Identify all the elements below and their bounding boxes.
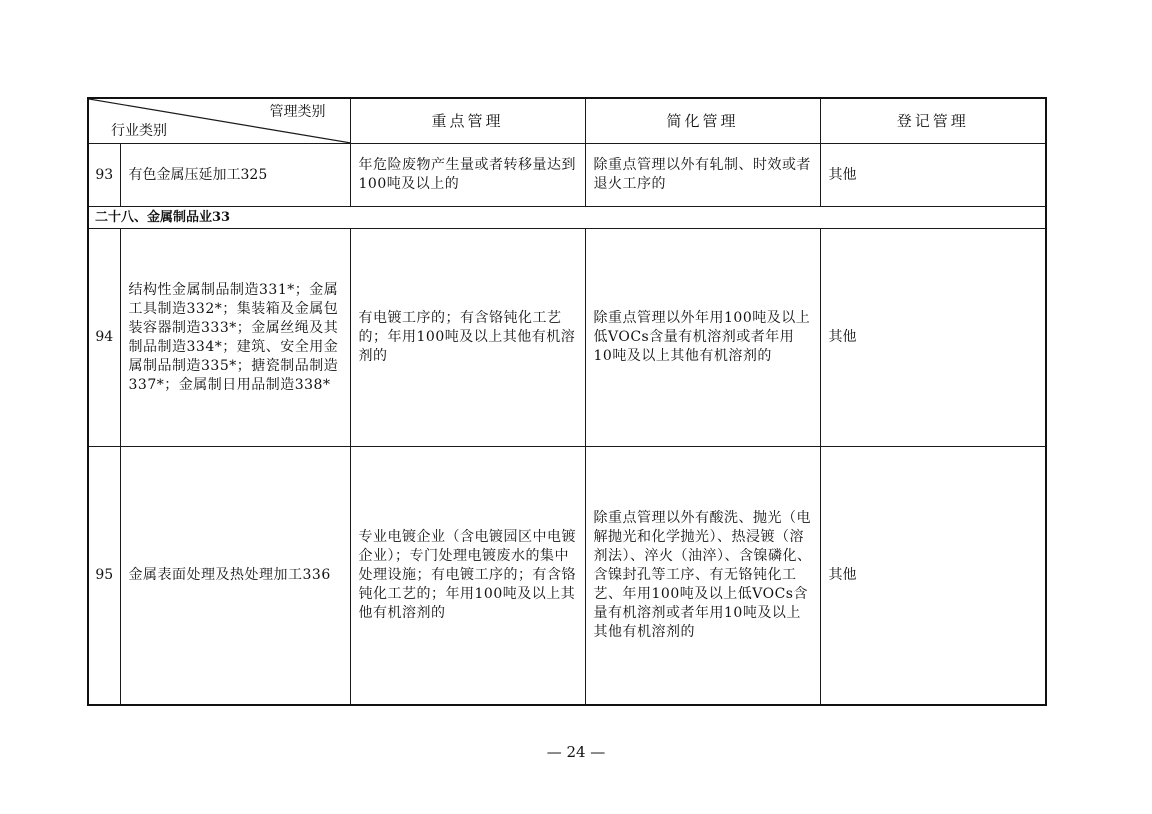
registration-management-cell: 其他 [820, 229, 1046, 447]
table-row [88, 229, 1046, 447]
key-management-cell: 专业电镀企业（含电镀园区中电镀企业）；专门处理电镀废水的集中处理设施；有电镀工序的；有含铬钝化工艺的；年用100吨及以上其他有机溶剂的 [350, 447, 585, 705]
page-number: — 24 — [546, 743, 606, 761]
industry-cell: 有色金属压延加工325 [120, 144, 350, 207]
row-number: 93 [88, 144, 120, 207]
simplified-management-cell: 除重点管理以外年用100吨及以上低VOCs含量有机溶剂或者年用10吨及以上其他有机溶剂的 [585, 229, 820, 447]
diagonal-header-cell [88, 98, 350, 144]
table-row [88, 144, 1046, 207]
industry-cell: 结构性金属制品制造331*；金属工具制造332*；集装箱及金属包装容器制造333*；金属丝绳及其制品制造334*；建筑、安全用金属制品制造335*；搪瓷制品制造337*；金属制日用品制造338* [120, 229, 350, 447]
header-row [88, 98, 1046, 144]
simplified-management-cell: 除重点管理以外有轧制、时效或者退火工序的 [585, 144, 820, 207]
simplified-management-header: 简化管理 [585, 98, 820, 144]
registration-management-cell: 其他 [820, 447, 1046, 705]
table-row [88, 447, 1046, 705]
key-management-cell: 有电镀工序的；有含铬钝化工艺的；年用100吨及以上其他有机溶剂的 [350, 229, 585, 447]
registration-management-header: 登记管理 [820, 98, 1046, 144]
simplified-management-cell: 除重点管理以外有酸洗、抛光（电解抛光和化学抛光）、热浸镀（溶剂法）、淬火（油淬）、含镍磷化、含镍封孔等工序、有无铬钝化工艺、年用100吨及以上低VOCs含量有机溶剂或者年用10吨及以上其他有机溶剂的 [585, 447, 820, 705]
section-row [88, 207, 1046, 229]
industry-cell: 金属表面处理及热处理加工336 [120, 447, 350, 705]
registration-management-cell: 其他 [820, 144, 1046, 207]
key-management-cell: 年危险废物产生量或者转移量达到100吨及以上的 [350, 144, 585, 207]
pollution-permit-table [87, 97, 1047, 706]
key-management-header: 重点管理 [350, 98, 585, 144]
row-number: 94 [88, 229, 120, 447]
section-title: 二十八、金属制品业33 [88, 207, 1046, 229]
industry-category-label: 行业类别 [111, 123, 167, 139]
row-number: 95 [88, 447, 120, 705]
management-category-label: 管理类别 [269, 104, 326, 120]
